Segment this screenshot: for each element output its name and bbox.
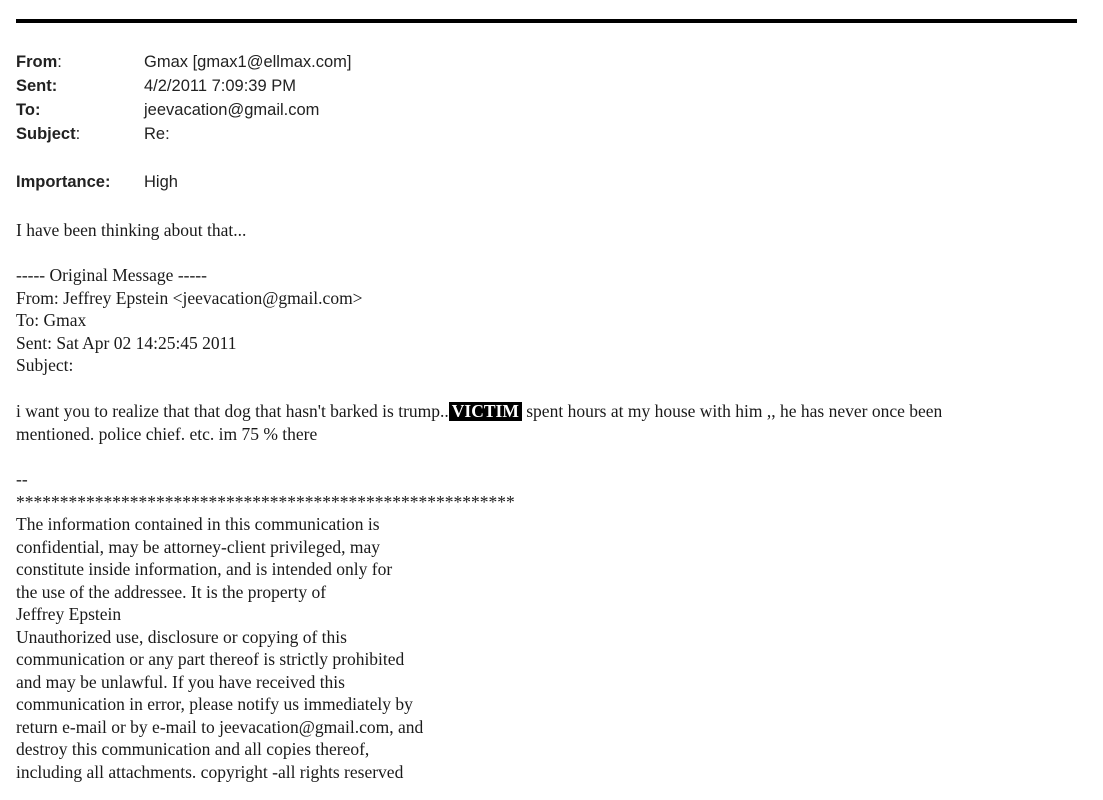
body-line-1 xyxy=(16,400,942,423)
signature-block xyxy=(16,468,515,783)
original-body xyxy=(16,400,942,445)
to-value: jeevacation@gmail.com xyxy=(144,101,320,119)
body-line-2: mentioned. police chief. etc. im 75 % there xyxy=(16,423,318,444)
to-label: To xyxy=(16,101,35,119)
from-value: Gmax [gmax1@ellmax.com] xyxy=(144,53,352,71)
original-sent: Sent: Sat Apr 02 14:25:45 2011 xyxy=(16,332,237,353)
original-divider: ----- Original Message ----- xyxy=(16,265,207,285)
top-rule xyxy=(16,19,1077,23)
disclaimer-line-8: and may be unlawful. If you have received this xyxy=(16,671,345,692)
disclaimer-line-4: the use of the addressee. It is the property of xyxy=(16,581,327,602)
disclaimer-line-6: Unauthorized use, disclosure or copying of this xyxy=(16,626,347,647)
signature-stars: ********************************************************* xyxy=(16,491,515,512)
original-from: From: Jeffrey Epstein <jeevacation@gmail.com> xyxy=(16,287,363,308)
disclaimer-line-11: destroy this communication and all copies thereof, xyxy=(16,739,370,759)
signature-dashes: -- xyxy=(16,469,28,489)
body-after-redaction: spent hours at my house with him ,, he has never once been xyxy=(526,401,943,421)
disclaimer-line-1: The information contained in this communication is xyxy=(16,514,380,534)
disclaimer-line-12: including all attachments. copyright -all rights reserved xyxy=(16,761,404,782)
reply-body xyxy=(16,219,246,242)
from-colon: : xyxy=(57,53,62,71)
original-subject: Subject: xyxy=(16,355,74,375)
sent-label: Sent xyxy=(16,77,52,95)
disclaimer-line-5: Jeffrey Epstein xyxy=(16,604,122,624)
original-to: To: Gmax xyxy=(16,310,87,330)
reply-text: I have been thinking about that... xyxy=(16,220,247,240)
importance-label: Importance xyxy=(16,173,105,191)
from-label: From xyxy=(16,53,58,71)
original-message xyxy=(16,264,363,377)
disclaimer-line-2: confidential, may be attorney-client privileged, may xyxy=(16,536,380,557)
redaction-box: VICTIM xyxy=(449,402,522,421)
disclaimer-line-3: constitute inside information, and is intended only for xyxy=(16,559,393,579)
importance-value: High xyxy=(144,173,178,191)
subject-label: Subject xyxy=(16,125,76,143)
body-before-redaction: i want you to realize that that dog that hasn't barked is trump.. xyxy=(16,401,449,421)
disclaimer-line-10: return e-mail or by e-mail to jeevacation@gmail.com, and xyxy=(16,716,424,737)
sent-value: 4/2/2011 7:09:39 PM xyxy=(144,77,296,95)
disclaimer-line-9: communication in error, please notify us immediately by xyxy=(16,694,413,714)
disclaimer-line-7: communication or any part thereof is strictly prohibited xyxy=(16,649,405,669)
subject-value: Re: xyxy=(144,125,170,143)
